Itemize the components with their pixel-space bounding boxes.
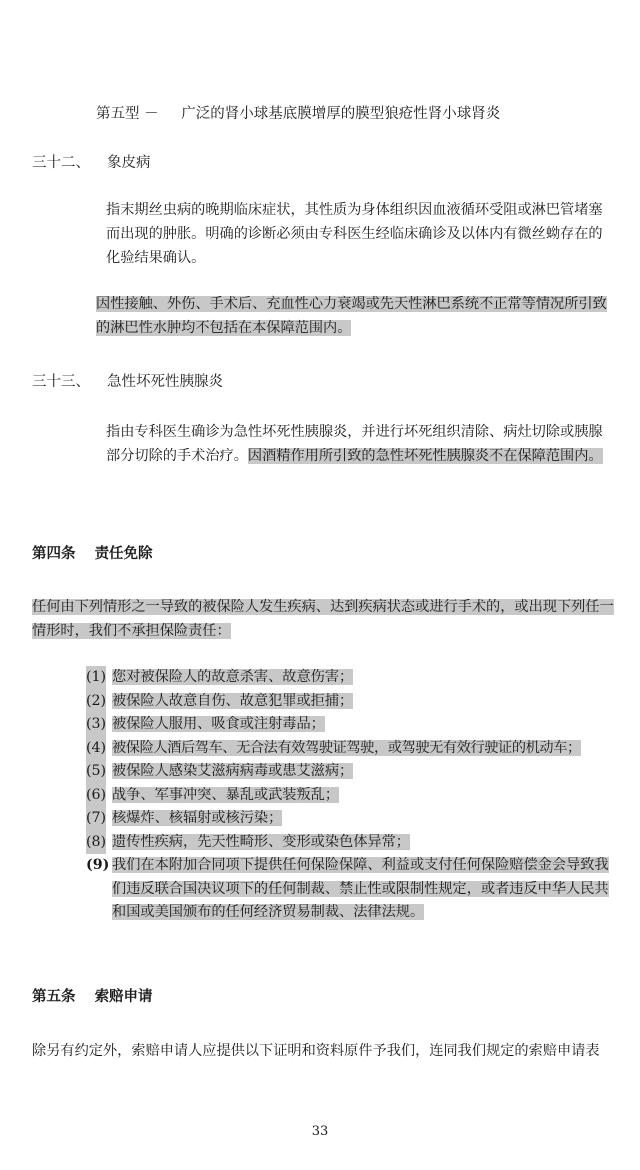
- section-33-description: [106, 420, 612, 468]
- list-item: [86, 807, 614, 831]
- section-33-number: 三十三、: [32, 374, 90, 390]
- section-32-exclusion: [96, 292, 616, 340]
- section-32-number: 三十二、: [32, 155, 90, 171]
- list-item-text: 遗传性疾病，先天性畸形、变形或染色体异常；: [112, 833, 410, 850]
- article-5-heading: [32, 985, 153, 1006]
- list-item-text: 我们在本附加合同项下提供任何保险保障、利益或支付任何保险赔偿金会导致我们违反联合国决议项下的任何制裁、禁止性或限制性规定，或者违反中华人民共和国或美国颁布的任何经济贸易制裁、法律法规。: [112, 857, 609, 920]
- subtype-label: 第五型 －: [96, 106, 159, 122]
- section-32-description: 指末期丝虫病的晚期临床症状，其性质为身体组织因血液循环受阻或淋巴管堵塞而出现的肿胀。明确的诊断必须由专科医生经临床确诊及以体内有微丝蚴存在的化验结果确认。: [106, 202, 603, 266]
- list-item: [86, 737, 614, 761]
- list-item-text: 核爆炸、核辐射或核污染；: [112, 810, 283, 826]
- subtype-text: 广泛的肾小球基底膜增厚的膜型狼疮性肾小球肾炎: [181, 106, 501, 122]
- article-4-intro-text: 任何由下列情形之一导致的被保险人发生疾病、达到疾病状态或进行手术的，或出现下列任一情形时，我们不承担保险责任：: [32, 599, 614, 639]
- subtype-line: [96, 102, 500, 123]
- list-item: [86, 760, 614, 784]
- list-item-number: (9): [86, 857, 110, 873]
- article-4-title: 责任免除: [94, 545, 153, 562]
- section-32-exclusion-text: 因性接触、外伤、手术后、充血性心力衰竭或先天性淋巴系统不正常等情况所引致的淋巴性水肿均不包括在本保障范围内。: [96, 296, 607, 336]
- section-33-title: 急性坏死性胰腺炎: [107, 374, 223, 390]
- list-item-text: 被保险人感染艾滋病病毒或患艾滋病；: [112, 763, 354, 779]
- list-item-number: (1): [86, 666, 106, 690]
- list-item-number: (7): [86, 807, 106, 831]
- list-item: [86, 666, 614, 690]
- list-item-text: 战争、军事冲突、暴乱或武装叛乱；: [112, 786, 340, 803]
- article-4-heading: [32, 542, 153, 563]
- section-33-description-text: 指由专科医生确诊为急性坏死性胰腺炎，并进行坏死组织清除、病灶切除或胰腺部分切除的手术治疗。: [106, 424, 603, 464]
- list-item-number: (3): [86, 713, 106, 737]
- list-item-number: (5): [86, 760, 106, 784]
- article-5-number: 第五条: [32, 988, 76, 1005]
- article-4-number: 第四条: [32, 545, 76, 562]
- list-item-number: (4): [86, 737, 106, 761]
- list-item: [86, 690, 614, 714]
- page-number: 33: [311, 1124, 329, 1139]
- list-item: [86, 831, 614, 855]
- exclusion-list: [86, 666, 614, 925]
- article-5-intro: 除另有约定外，索赔申请人应提供以下证明和资料原件予我们，连同我们规定的索赔申请表: [32, 1043, 600, 1059]
- list-item: [86, 713, 614, 737]
- list-item-number: (6): [86, 784, 106, 808]
- section-33-exclusion-text: 因酒精作用所引致的急性坏死性胰腺炎不在保障范围内。: [247, 448, 603, 464]
- article-4-intro: [32, 595, 614, 643]
- list-item-text: 您对被保险人的故意杀害、故意伤害；: [112, 669, 354, 685]
- list-item: [86, 784, 614, 808]
- list-item-number: (2): [86, 690, 106, 714]
- list-item-text: 被保险人酒后驾车、无合法有效驾驶证驾驶，或驾驶无有效行驶证的机动车；: [112, 739, 581, 756]
- list-item-number: (8): [86, 831, 106, 855]
- article-5-title: 索赔申请: [94, 988, 153, 1005]
- list-item: [86, 854, 614, 925]
- list-item-text: 被保险人服用、吸食或注射毒品；: [112, 716, 325, 732]
- section-32-title: 象皮病: [107, 155, 151, 171]
- list-item-text: 被保险人故意自伤、故意犯罪或拒捕；: [112, 692, 354, 709]
